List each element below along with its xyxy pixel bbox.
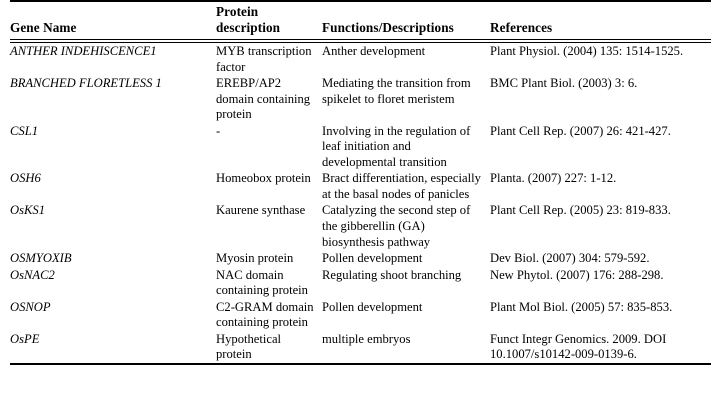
cell-gene: OsKS1 (10, 203, 45, 218)
table-row (10, 75, 711, 123)
cell-gene: OSNOP (10, 299, 51, 314)
cell-protein: C2-GRAM domain containing protein (216, 299, 314, 330)
cell-protein: EREBP/AP2 domain containing protein (216, 76, 311, 122)
cell-functions: Mediating the transition from spikelet to floret meristem (322, 76, 471, 106)
cell-gene: OsNAC2 (10, 267, 55, 282)
table-row (10, 43, 711, 76)
cell-functions: Bract differentiation, especially at the basal nodes of panicles (322, 171, 481, 201)
column-header-protein-description: Protein description (216, 2, 322, 40)
cell-functions: Pollen development (322, 299, 423, 314)
table-row (10, 267, 711, 299)
cell-gene: OSH6 (10, 171, 41, 186)
rule-segment (10, 364, 216, 365)
cell-functions: Catalyzing the second step of the gibberellin (GA) biosynthesis pathway (322, 203, 471, 249)
cell-gene: OsPE (10, 331, 40, 346)
cell-gene: CSL1 (10, 123, 38, 138)
cell-functions: Involving in the regulation of leaf initiation and developmental transition (322, 123, 471, 169)
cell-protein: Hypothetical protein (216, 331, 282, 362)
cell-references: Planta. (2007) 227: 1-12. (490, 171, 617, 186)
table-footer (10, 364, 711, 365)
cell-references: Plant Cell Rep. (2007) 26: 421-427. (490, 123, 671, 138)
cell-functions: Anther development (322, 44, 426, 58)
column-header-gene-name: Gene Name (10, 2, 216, 40)
cell-references: Dev Biol. (2007) 304: 579-592. (490, 251, 650, 266)
cell-gene: ANTHER INDEHISCENCE1 (10, 44, 157, 58)
cell-functions: Pollen development (322, 251, 423, 266)
cell-references: New Phytol. (2007) 176: 288-298. (490, 267, 664, 282)
cell-references: Funct Integr Genomics. 2009. DOI 10.1007/s10142-009-0139-6. (490, 331, 667, 362)
cell-protein: NAC domain containing protein (216, 267, 308, 298)
cell-references: Plant Cell Rep. (2005) 23: 819-833. (490, 203, 671, 218)
cell-protein: - (216, 123, 221, 138)
cell-protein: MYB transcription factor (216, 44, 312, 74)
rule-segment (322, 364, 490, 365)
cell-protein: Myosin protein (216, 251, 294, 266)
rule-segment (216, 364, 322, 365)
table-row (10, 123, 711, 171)
cell-references: BMC Plant Biol. (2003) 3: 6. (490, 76, 638, 91)
rule-segment (490, 364, 711, 365)
cell-references: Plant Physiol. (2004) 135: 1514-1525. (490, 44, 684, 58)
table-row (10, 202, 711, 250)
cell-protein: Kaurene synthase (216, 203, 306, 218)
table-header (10, 1, 711, 43)
cell-functions: multiple embryos (322, 331, 411, 346)
column-header-references: References (490, 2, 711, 40)
cell-gene: BRANCHED FLORETLESS 1 (10, 76, 162, 91)
table-row (10, 299, 711, 331)
cell-protein: Homeobox protein (216, 171, 311, 186)
table-body (10, 43, 711, 364)
cell-references: Plant Mol Biol. (2005) 57: 835-853. (490, 299, 673, 314)
table-header-row (10, 2, 711, 40)
table-row (10, 250, 711, 267)
table-bottom-rule (10, 364, 711, 365)
cell-functions: Regulating shoot branching (322, 267, 462, 282)
cell-gene: OSMYOXIB (10, 251, 72, 266)
column-header-functions-descriptions: Functions/Descriptions (322, 2, 490, 40)
table-row (10, 170, 711, 202)
gene-function-table (10, 0, 711, 365)
table-row (10, 331, 711, 364)
